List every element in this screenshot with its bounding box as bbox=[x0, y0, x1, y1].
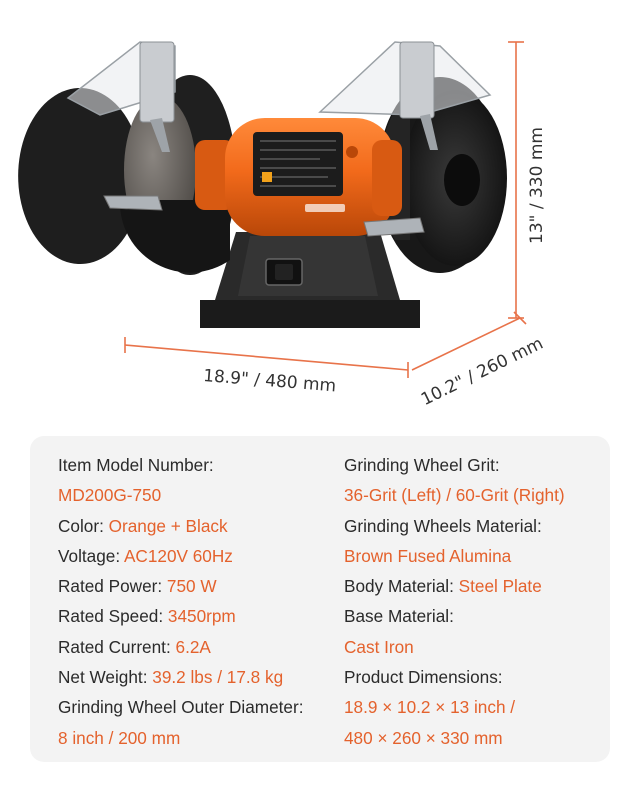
spec-product-dimensions-label: Product Dimensions: bbox=[344, 667, 503, 688]
spec-wheel-diameter-label: Grinding Wheel Outer Diameter: bbox=[58, 697, 304, 718]
spec-rated-speed: Rated Speed: 3450rpm bbox=[58, 606, 236, 627]
spec-net-weight: Net Weight: 39.2 lbs / 17.8 kg bbox=[58, 667, 284, 688]
spec-rated-power: Rated Power: 750 W bbox=[58, 576, 217, 597]
specs-right-column bbox=[344, 450, 614, 753]
spec-wheel-material-label: Grinding Wheels Material: bbox=[344, 515, 542, 536]
spec-product-dimensions-mm: 480 × 260 × 330 mm bbox=[344, 727, 503, 748]
spec-rated-current: Rated Current: 6.2A bbox=[58, 636, 211, 657]
specs-left-column bbox=[58, 450, 348, 753]
spec-voltage: Voltage: AC120V 60Hz bbox=[58, 545, 233, 566]
spec-color: Color: Orange + Black bbox=[58, 515, 228, 536]
grinder-base bbox=[200, 232, 420, 328]
spec-base-material-value: Cast Iron bbox=[344, 636, 414, 657]
power-switch bbox=[266, 259, 302, 285]
depth-dimension-label: 10.2" / 260 mm bbox=[418, 333, 547, 410]
spec-product-dimensions-inch: 18.9 × 10.2 × 13 inch / bbox=[344, 697, 516, 718]
spec-body-material: Body Material: Steel Plate bbox=[344, 576, 542, 597]
spec-wheel-grit-label: Grinding Wheel Grit: bbox=[344, 455, 500, 475]
spec-base-material-label: Base Material: bbox=[344, 606, 454, 627]
spec-wheel-grit-value: 36-Grit (Left) / 60-Grit (Right) bbox=[344, 485, 565, 506]
spec-wheel-diameter-value: 8 inch / 200 mm bbox=[58, 727, 181, 748]
spec-wheel-material-value: Brown Fused Alumina bbox=[344, 545, 512, 566]
specifications-panel bbox=[30, 436, 610, 762]
width-dimension-label: 18.9" / 480 mm bbox=[202, 366, 337, 397]
spec-item-model-value: MD200G-750 bbox=[58, 485, 162, 506]
width-dimension-line bbox=[125, 345, 408, 370]
spec-item-model-label: Item Model Number: bbox=[58, 455, 214, 475]
height-dimension-label: 13" / 330 mm bbox=[527, 127, 547, 244]
